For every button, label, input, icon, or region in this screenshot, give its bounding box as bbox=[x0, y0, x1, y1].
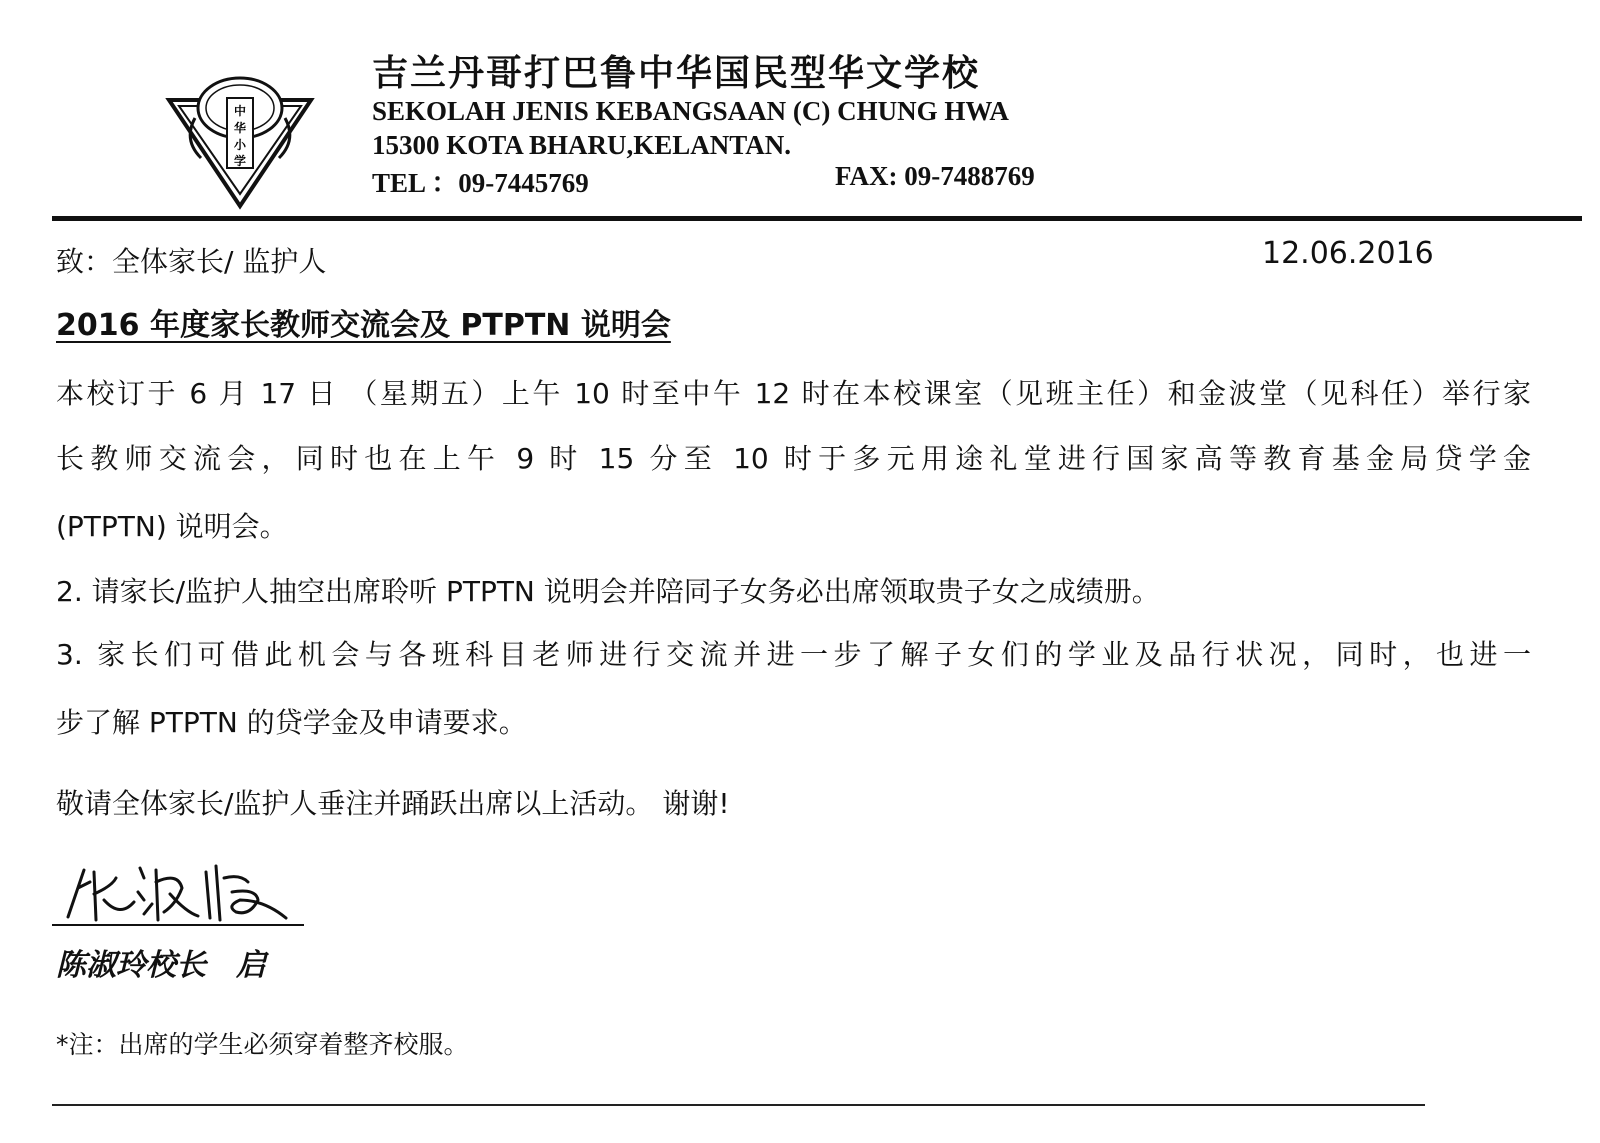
school-logo bbox=[165, 70, 315, 210]
footnote: *注：出席的学生必须穿着整齐校服。 bbox=[56, 1030, 469, 1059]
letter-date: 12.06.2016 bbox=[1262, 236, 1434, 271]
letter-title: 2016 年度家长教师交流会及 PTPTN 说明会 bbox=[56, 308, 671, 343]
school-name-english: SEKOLAH JENIS KEBANGSAAN (C) CHUNG HWA bbox=[372, 96, 1009, 126]
school-address: 15300 KOTA BHARU,KELANTAN. bbox=[372, 130, 792, 160]
school-name-chinese: 吉兰丹哥打巴鲁中华国民型华文学校 bbox=[372, 52, 981, 94]
school-telephone: TEL ：09-7445769 bbox=[372, 168, 589, 198]
paragraph-1-line-1: 本校订于 6 月 17 日 （星期五）上午 10 时至中午 12 时在本校课室（见班主任）和金波堂（见科任）举行家 bbox=[56, 377, 1531, 410]
paragraph-1-line-3: (PTPTN) 说明会。 bbox=[56, 510, 288, 543]
header-divider bbox=[52, 216, 1582, 221]
svg-text:中: 中 bbox=[233, 104, 247, 118]
footer-divider bbox=[52, 1104, 1425, 1106]
paragraph-3-line-2: 步了解 PTPTN 的贷学金及申请要求。 bbox=[56, 706, 527, 739]
recipient-line: 致：全体家长/ 监护人 bbox=[56, 245, 327, 278]
handwritten-signature bbox=[60, 842, 300, 932]
svg-text:小: 小 bbox=[233, 138, 247, 152]
paragraph-1-line-2: 长教师交流会，同时也在上午 9 时 15 分至 10 时于多元用途礼堂进行国家高等教育基金局贷学金 bbox=[56, 442, 1531, 475]
signature-line bbox=[52, 924, 304, 926]
school-fax: FAX: 09-7488769 bbox=[835, 161, 1035, 191]
paragraph-2: 2. 请家长/监护人抽空出席聆听 PTPTN 说明会并陪同子女务必出席领取贵子女之成绩册。 bbox=[56, 575, 1160, 608]
closing-line: 敬请全体家长/监护人垂注并踊跃出席以上活动。 谢谢! bbox=[56, 787, 730, 820]
principal-name: 陈淑玲校长 启 bbox=[56, 948, 266, 983]
svg-text:学: 学 bbox=[233, 154, 247, 168]
paragraph-3-line-1: 3. 家长们可借此机会与各班科目老师进行交流并进一步了解子女们的学业及品行状况，同时，也进一 bbox=[56, 638, 1531, 671]
svg-text:华: 华 bbox=[233, 121, 247, 135]
